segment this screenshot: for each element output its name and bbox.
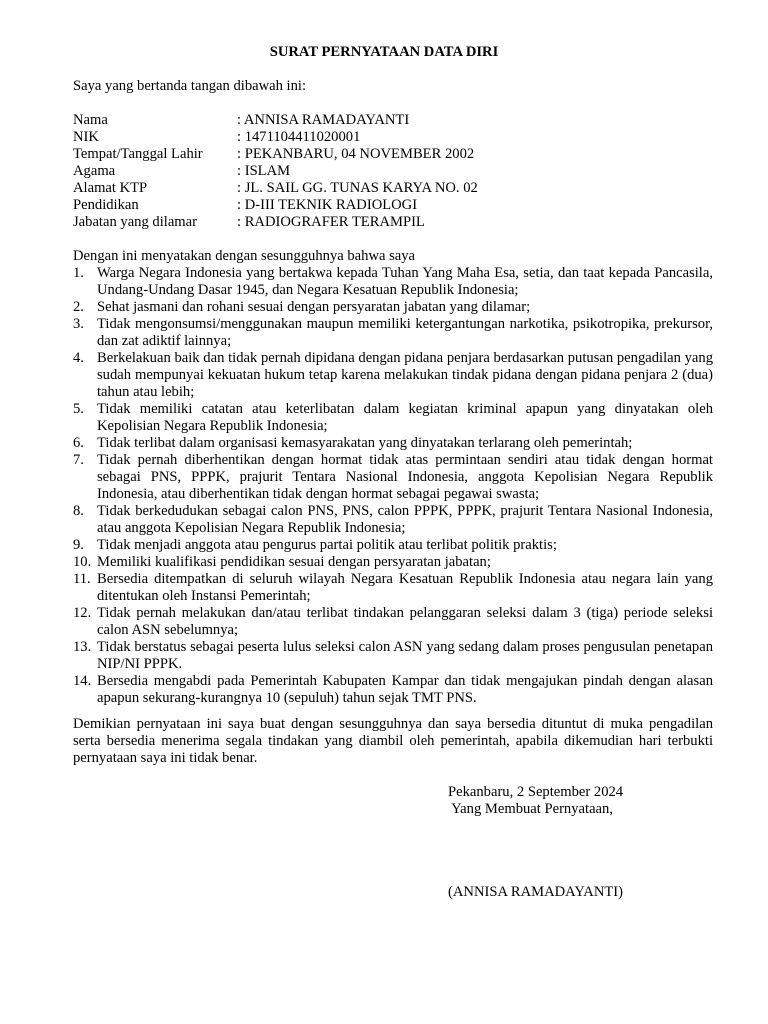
item-text: Bersedia mengabdi pada Pemerintah Kabupaten Kampar dan tidak mengajukan pindah dengan alasan apapun sekurang-kurangnya 10 (sepuluh) tahun sejak TMT PNS.	[97, 673, 713, 706]
item-text: Memiliki kualifikasi pendidikan sesuai dengan persyaratan jabatan;	[97, 554, 491, 570]
declaration-intro: Dengan ini menyatakan dengan sesungguhnya bahwa saya	[73, 248, 416, 264]
item-number: 11.	[73, 571, 91, 587]
list-item	[73, 435, 713, 452]
item-text: Tidak pernah diberhentikan dengan hormat tidak atas permintaan sendiri atau tidak dengan hormat sebagai PNS, PPPK, prajurit Tentara Nasional Indonesia, anggota Kepolisian Negara Republik Indonesia, atau diberhentikan tidak dengan hormat sebagai pegawai swasta;	[97, 452, 713, 502]
list-item	[73, 503, 713, 537]
item-text: Tidak memiliki catatan atau keterlibatan dalam kegiatan kriminal apapun yang dinyatakan oleh Kepolisian Negara Republik Indonesia;	[97, 401, 713, 434]
item-number: 8.	[73, 503, 84, 519]
item-text: Tidak terlibat dalam organisasi kemasyarakatan yang dinyatakan terlarang oleh pemerintah;	[97, 435, 633, 451]
item-number: 3.	[73, 316, 84, 332]
item-number: 2.	[73, 299, 84, 315]
item-number: 1.	[73, 265, 84, 281]
identity-label: Nama	[73, 112, 108, 128]
identity-value: : 1471104411020001	[237, 129, 361, 145]
signature-block	[448, 784, 728, 818]
item-text: Tidak berkedudukan sebagai calon PNS, PNS, calon PPPK, PPPK, prajurit Tentara Nasional Indonesia, atau anggota Kepolisian Negara Republik Indonesia;	[97, 503, 713, 536]
item-number: 4.	[73, 350, 84, 366]
item-text: Tidak mengonsumsi/menggunakan maupun memiliki ketergantungan narkotika, psikotropika, prekursor, dan zat adiktif lainnya;	[97, 316, 713, 349]
identity-value: : JL. SAIL GG. TUNAS KARYA NO. 02	[237, 180, 478, 196]
list-item	[73, 299, 713, 316]
item-text: Tidak menjadi anggota atau pengurus partai politik atau terlibat politik praktis;	[97, 537, 557, 553]
signer-name: (ANNISA RAMADAYANTI)	[448, 884, 623, 900]
statement-list	[73, 265, 713, 707]
identity-table	[73, 112, 713, 231]
identity-row-address	[73, 180, 713, 197]
identity-value: : D-III TEKNIK RADIOLOGI	[237, 197, 418, 213]
item-number: 12.	[73, 605, 92, 621]
item-number: 9.	[73, 537, 84, 553]
list-item	[73, 554, 713, 571]
identity-label: Agama	[73, 163, 116, 179]
identity-label: Alamat KTP	[73, 180, 148, 196]
intro-text: Saya yang bertanda tangan dibawah ini:	[73, 78, 307, 94]
identity-value: : PEKANBARU, 04 NOVEMBER 2002	[237, 146, 475, 162]
list-item	[73, 316, 713, 350]
list-item	[73, 350, 713, 401]
item-number: 13.	[73, 639, 92, 655]
identity-value: : RADIOGRAFER TERAMPIL	[237, 214, 425, 230]
identity-label: NIK	[73, 129, 99, 145]
item-number: 7.	[73, 452, 84, 468]
item-text: Sehat jasmani dan rohani sesuai dengan persyaratan jabatan yang dilamar;	[97, 299, 531, 315]
item-number: 6.	[73, 435, 84, 451]
item-text: Tidak berstatus sebagai peserta lulus seleksi calon ASN yang sedang dalam proses pengusulan penetapan NIP/NI PPPK.	[97, 639, 713, 672]
identity-value: : ANNISA RAMADAYANTI	[237, 112, 410, 128]
item-text: Tidak pernah melakukan dan/atau terlibat tindakan pelanggaran seleksi dalam 3 (tiga) periode seleksi calon ASN sebelumnya;	[97, 605, 713, 638]
identity-row-religion	[73, 163, 713, 180]
item-text: Warga Negara Indonesia yang bertakwa kepada Tuhan Yang Maha Esa, setia, dan taat kepada Pancasila, Undang-Undang Dasar 1945, dan Negara Kesatuan Republik Indonesia;	[97, 265, 713, 298]
identity-value: : ISLAM	[237, 163, 291, 179]
list-item	[73, 673, 713, 707]
signer-caption: Yang Membuat Pernyataan,	[448, 801, 613, 817]
list-item	[73, 605, 713, 639]
list-item	[73, 265, 713, 299]
identity-row-nama	[73, 112, 713, 129]
identity-label: Tempat/Tanggal Lahir	[73, 146, 203, 162]
list-item	[73, 537, 713, 554]
identity-row-education	[73, 197, 713, 214]
list-item	[73, 571, 713, 605]
identity-row-position	[73, 214, 713, 231]
item-text: Berkelakuan baik dan tidak pernah dipidana dengan pidana penjara berdasarkan putusan pengadilan yang sudah mempunyai kekuatan hukum tetap karena melakukan tindak pidana dengan pidana penjara 2 (dua) tahun atau lebih;	[97, 350, 713, 400]
identity-label: Pendidikan	[73, 197, 139, 213]
document-title: SURAT PERNYATAAN DATA DIRI	[269, 44, 499, 60]
identity-row-nik	[73, 129, 713, 146]
identity-label: Jabatan yang dilamar	[73, 214, 197, 230]
item-number: 14.	[73, 673, 92, 689]
item-number: 10.	[73, 554, 92, 570]
place-date: Pekanbaru, 2 September 2024	[448, 784, 624, 800]
item-text: Bersedia ditempatkan di seluruh wilayah Negara Kesatuan Republik Indonesia atau negara lain yang ditentukan oleh Instansi Pemerintah;	[97, 571, 713, 604]
list-item	[73, 452, 713, 503]
closing-paragraph: Demikian pernyataan ini saya buat dengan sesungguhnya dan saya bersedia dituntut di muka pengadilan serta bersedia menerima segala tindakan yang diambil oleh pemerintah, apabila dikemudian hari terbukti pernyataan saya ini tidak benar.	[73, 716, 713, 766]
identity-row-birth	[73, 146, 713, 163]
item-number: 5.	[73, 401, 84, 417]
list-item	[73, 401, 713, 435]
list-item	[73, 639, 713, 673]
